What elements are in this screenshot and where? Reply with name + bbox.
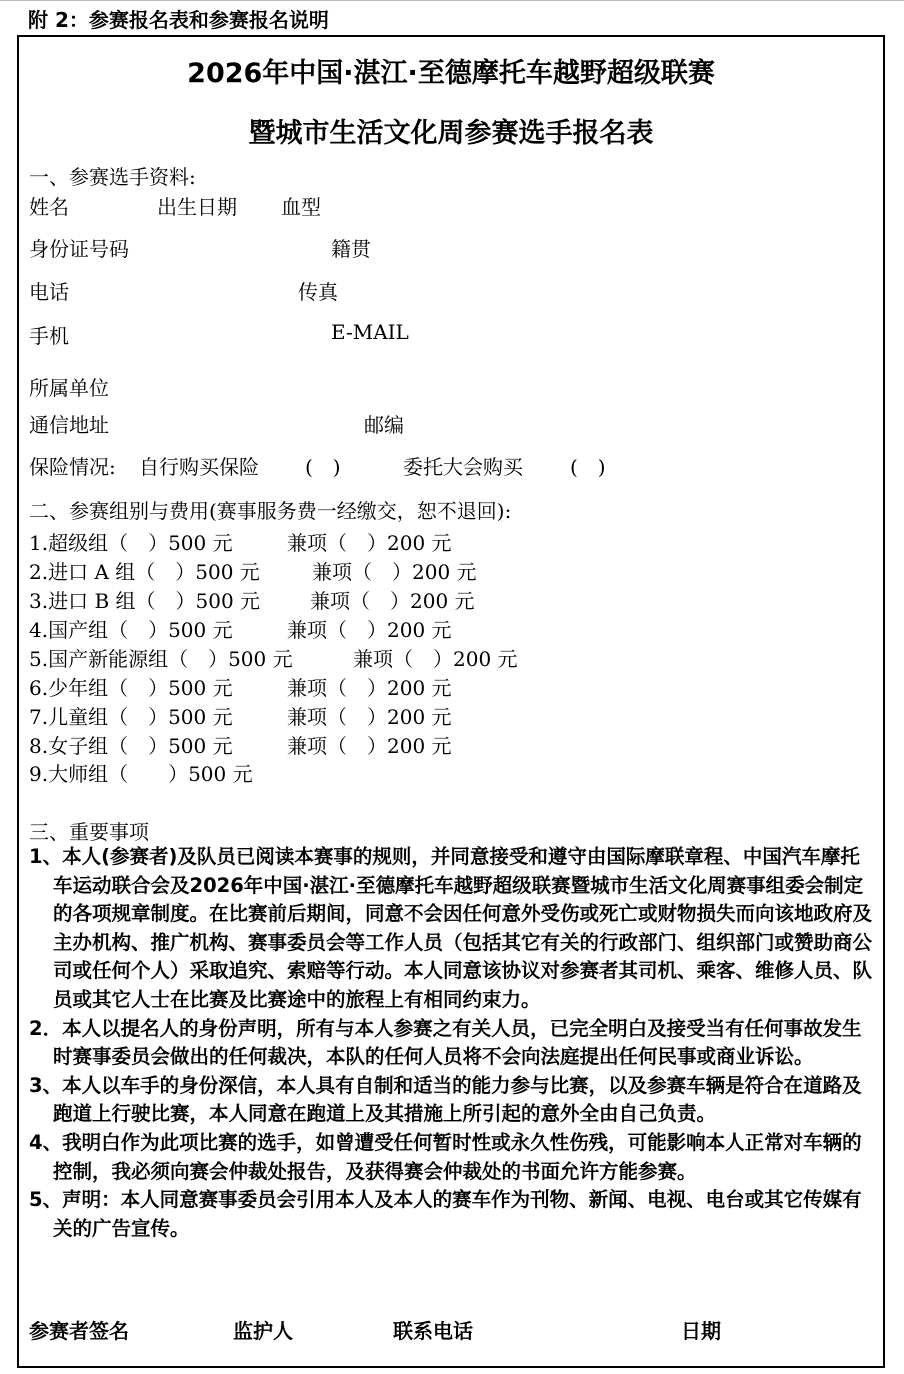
group-item: 5.国产新能源组（ ）500 元 [29, 647, 293, 671]
blood-type-label: 血型 [281, 195, 321, 219]
contact-phone-label: 联系电话 [393, 1319, 473, 1343]
group-extra-item: 兼项（ ）200 元 [287, 618, 452, 642]
email-label: E-MAIL [331, 320, 409, 344]
section2-heading: 二、参赛组别与费用(赛事服务费一经缴交，恕不退回): [29, 499, 512, 523]
note-item: 3、本人以车手的身份深信，本人具有自制和适当的能力参与比赛，以及参赛车辆是符合在道路及跑道上行驶比赛，本人同意在跑道上及其措施上所引起的意外全由自己负责。 [29, 1073, 862, 1126]
note-item: 4、我明白作为此项比赛的选手，如曾遭受任何暂时性或永久性伤残，可能影响本人正常对车辆的控制，我必须向赛会仲裁处报告，及获得赛会仲裁处的书面允许方能参赛。 [29, 1130, 862, 1183]
group-extra-item: 兼项（ ）200 元 [312, 560, 477, 584]
group-item: 2.进口 A 组（ ）500 元 [29, 560, 260, 584]
note-item: 1、本人(参赛者)及队员已阅读本赛事的规则，并同意接受和遵守由国际摩联章程、中国汽车摩托车运动联合会及2026年中国·湛江·至德摩托车越野超级联赛暨城市生活文化周赛事组委会制定的各项规章制度。在比赛前后期间，同意不会因任何意外受伤或死亡或财物损失而向该地政府及主办机构、推广机构、赛事委员会等工作人员（包括其它有关的行政部门、组织部门或赞助商公司或任何个人）采取追究、索赔等行动。本人同意该协议对参赛者其司机、乘客、维修人员、队员或其它人士在比赛及比赛途中的旅程上有相同约束力。 [29, 845, 873, 1011]
section1-heading: 一、参赛选手资料: [29, 165, 196, 189]
insurance-commission-option: 委托大会购买 [403, 455, 523, 479]
section3-heading: 三、重要事项 [29, 820, 149, 844]
insurance-label: 保险情况: [29, 455, 116, 479]
id-number-label: 身份证号码 [29, 237, 129, 261]
group-extra-item: 兼项（ ）200 元 [287, 531, 452, 555]
group-item: 8.女子组（ ）500 元 [29, 734, 233, 758]
important-notes [29, 843, 879, 1243]
birth-date-label: 出生日期 [157, 195, 237, 219]
participant-signature-label: 参赛者签名 [29, 1319, 129, 1343]
name-label: 姓名 [29, 195, 69, 219]
insurance-self-option: 自行购买保险 [139, 455, 259, 479]
page-top-rule [0, 0, 904, 1]
date-label: 日期 [681, 1319, 721, 1343]
registration-form [17, 35, 885, 1368]
phone-label: 电话 [29, 280, 69, 304]
mobile-label: 手机 [29, 324, 69, 348]
group-extra-item: 兼项（ ）200 元 [287, 734, 452, 758]
group-item: 3.进口 B 组（ ）500 元 [29, 589, 261, 613]
guardian-label: 监护人 [233, 1319, 293, 1343]
group-extra-item: 兼项（ ）200 元 [353, 647, 518, 671]
group-extra-item: 兼项（ ）200 元 [287, 676, 452, 700]
insurance-commission-checkbox[interactable]: ( ) [570, 455, 606, 479]
group-item: 6.少年组（ ）500 元 [29, 676, 233, 700]
address-label: 通信地址 [29, 413, 109, 437]
form-title-line2: 暨城市生活文化周参赛选手报名表 [248, 118, 654, 149]
note-item: 5、声明：本人同意赛事委员会引用本人及本人的赛车作为刊物、新闻、电视、电台或其它传媒有关的广告宣传。 [29, 1188, 862, 1240]
postcode-label: 邮编 [364, 413, 404, 437]
group-item: 4.国产组（ ）500 元 [29, 618, 233, 642]
fax-label: 传真 [298, 280, 338, 304]
attachment-label: 附 2：参赛报名表和参赛报名说明 [28, 8, 329, 32]
note-item: 2．本人以提名人的身份声明，所有与本人参赛之有关人员，已完全明白及接受当有任何事故发生时赛事委员会做出的任何裁决，本队的任何人员将不会向法庭提出任何民事或商业诉讼。 [29, 1016, 862, 1069]
group-extra-item: 兼项（ ）200 元 [310, 589, 475, 613]
native-place-label: 籍贯 [331, 237, 371, 261]
form-title-line1: 2026年中国·湛江·至德摩托车越野超级联赛 [187, 58, 715, 89]
group-item: 1.超级组（ ）500 元 [29, 531, 233, 555]
group-extra-item: 兼项（ ）200 元 [287, 705, 452, 729]
group-item: 7.儿童组（ ）500 元 [29, 705, 233, 729]
group-item: 9.大师组（ ）500 元 [29, 762, 253, 786]
organization-label: 所属单位 [29, 376, 109, 400]
insurance-self-checkbox[interactable]: ( ) [305, 455, 341, 479]
